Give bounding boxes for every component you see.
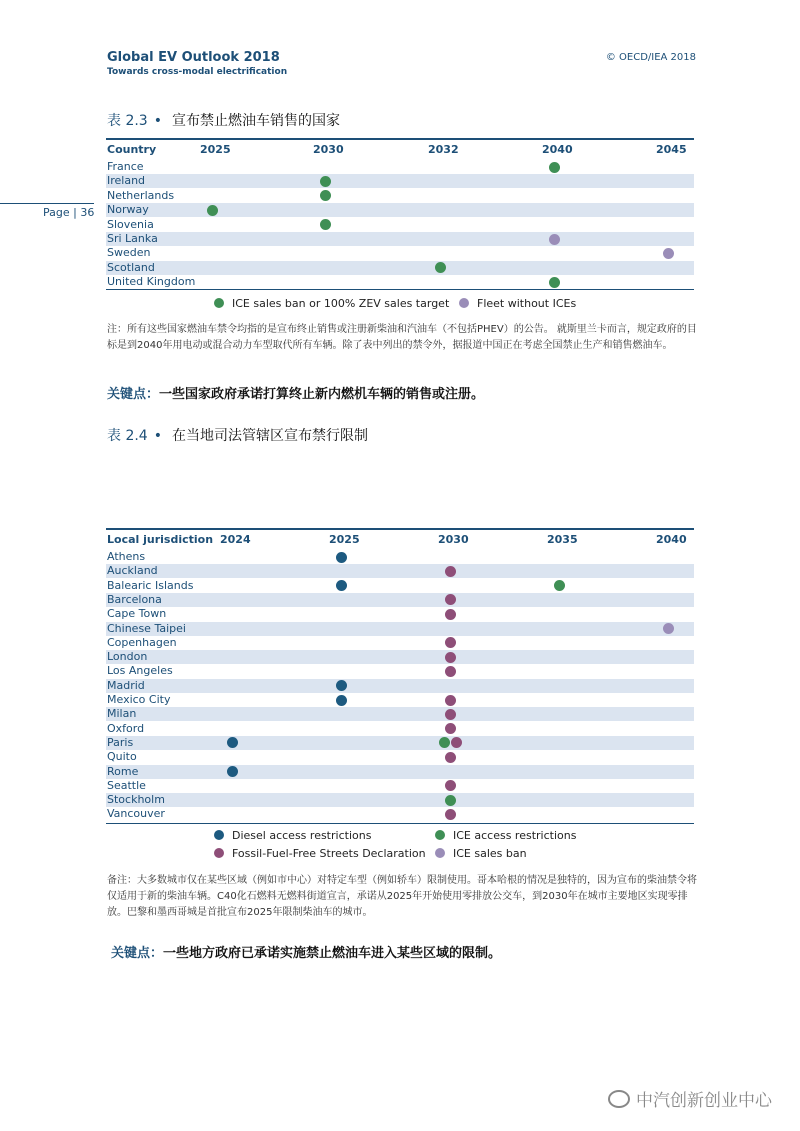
row-name: Milan <box>107 707 137 721</box>
table1-note: 注：所有这些国家燃油车禁令均指的是宣布终止销售或注册新柴油和汽油车（不包括PHEV）的公告。 就斯里兰卡而言，规定政府的目标是到2040年用电动或混合动力车型取代所有车辆。除了表中列出的禁令外，据报道中国正在考虑全国禁止生产和销售燃油车。 <box>107 324 697 351</box>
table2-title: 在当地司法管辖区宣布禁行限制 <box>171 428 368 444</box>
marker-diesel <box>227 766 238 777</box>
watermark-text: 中汽创新创业中心 <box>636 1091 772 1111</box>
marker-fleet_no_ice <box>663 248 674 259</box>
table-row <box>106 679 694 693</box>
table2-year-header: 2040 <box>656 533 687 546</box>
table-row <box>106 593 694 607</box>
table2-year-header: 2025 <box>329 533 360 546</box>
table1-key-point <box>107 383 484 402</box>
marker-ice_access <box>554 580 565 591</box>
legend-label: Fossil-Fuel-Free Streets Declaration <box>232 847 426 860</box>
table2-bullet: • <box>153 428 162 444</box>
table-row <box>106 736 694 750</box>
table1-year-header: 2045 <box>656 143 687 156</box>
row-name: Norway <box>107 203 149 217</box>
table-row <box>106 765 694 779</box>
legend-dot-lavender <box>459 298 469 308</box>
table-row <box>106 793 694 807</box>
table-row <box>106 650 694 664</box>
marker-ice_ban <box>207 205 218 216</box>
marker-ice_sales_ban <box>663 623 674 634</box>
row-name: Auckland <box>107 564 158 578</box>
table2-heading <box>107 425 368 445</box>
legend-label: ICE sales ban <box>453 847 527 860</box>
legend-label: ICE access restrictions <box>453 829 577 842</box>
table-row <box>106 246 694 260</box>
table1-bottom-rule <box>106 289 694 290</box>
table2-header-row <box>106 533 694 549</box>
table-row <box>106 664 694 678</box>
marker-ffs <box>445 609 456 620</box>
legend-ice-ban <box>214 297 449 310</box>
legend-fleet-no-ice <box>459 297 576 310</box>
marker-ffs <box>445 709 456 720</box>
table-row <box>106 218 694 232</box>
row-name: Madrid <box>107 678 145 692</box>
legend-label: Fleet without ICEs <box>477 297 577 310</box>
key-point-text: 一些国家政府承诺打算终止新内燃机车辆的销售或注册。 <box>159 387 485 402</box>
table1-year-header: 2030 <box>313 143 344 156</box>
table-row <box>106 564 694 578</box>
marker-ffs <box>445 752 456 763</box>
table1-label: 表 2.3 <box>107 113 148 129</box>
marker-diesel <box>336 552 347 563</box>
row-name: Cape Town <box>107 607 167 621</box>
table2-key-point <box>111 942 501 961</box>
table2-note: 备注：大多数城市仅在某些区域（例如市中心）对特定车型（例如轿车）限制使用。哥本哈根的情况是独特的，因为宣布的柴油禁令将仅适用于新的柴油车辆。C40化石燃料无燃料街道宣言，承诺从2025年开始使用零排放公交车，到2030年在城市主要地区实现零排放。巴黎和墨西哥城是首批宣布2025年限制柴油车的城市。 <box>107 875 697 918</box>
table-row <box>106 636 694 650</box>
marker-diesel <box>336 695 347 706</box>
row-name: Ireland <box>107 174 146 188</box>
legend-dot-plum <box>214 848 224 858</box>
row-name: Balearic Islands <box>107 578 194 592</box>
table-row <box>106 189 694 203</box>
legend-label: Diesel access restrictions <box>232 829 372 842</box>
row-name: Quito <box>107 750 137 764</box>
row-name: Netherlands <box>107 188 175 202</box>
table-row <box>106 203 694 217</box>
marker-diesel <box>336 680 347 691</box>
legend-ice-sales-ban <box>435 847 527 860</box>
row-name: Seattle <box>107 778 146 792</box>
row-name: Vancouver <box>107 807 165 821</box>
row-name: France <box>107 160 144 173</box>
marker-ice_ban <box>549 277 560 288</box>
table1-year-header: 2040 <box>542 143 573 156</box>
table-row <box>106 174 694 188</box>
legend-dot-green <box>435 830 445 840</box>
row-name: Scotland <box>107 260 155 274</box>
table1-heading <box>107 110 340 130</box>
table2-year-header: 2024 <box>220 533 251 546</box>
page-divider <box>0 203 94 204</box>
marker-ice_ban <box>435 262 446 273</box>
row-name: Barcelona <box>107 592 162 606</box>
page-number: Page | 36 <box>43 206 95 219</box>
marker-ice_ban <box>320 176 331 187</box>
table1-header-row <box>106 143 694 159</box>
table2-col-header: Local jurisdiction <box>107 533 214 546</box>
copyright: © OECD/IEA 2018 <box>605 52 696 63</box>
report-subtitle: Towards cross-modal electrification <box>107 67 288 77</box>
table-row <box>106 261 694 275</box>
report-title: Global EV Outlook 2018 <box>107 50 280 65</box>
marker-ffs <box>445 652 456 663</box>
marker-ffs <box>445 780 456 791</box>
table-row <box>106 707 694 721</box>
row-name: Los Angeles <box>107 664 173 678</box>
key-point-label: 关键点： <box>107 387 160 402</box>
row-name: Mexico City <box>107 693 171 706</box>
table-row <box>106 779 694 793</box>
marker-ffs <box>445 594 456 605</box>
table-row <box>106 579 694 593</box>
row-name: Sri Lanka <box>107 232 158 245</box>
table2-year-header: 2030 <box>438 533 469 546</box>
marker-ffs <box>445 723 456 734</box>
key-point-text: 一些地方政府已承诺实施禁止燃油车进入某些区域的限制。 <box>163 946 502 961</box>
marker-diesel <box>227 737 238 748</box>
marker-fleet_no_ice <box>549 234 560 245</box>
legend-ffs <box>214 847 426 860</box>
watermark <box>608 1086 772 1111</box>
marker-ice_access <box>439 737 450 748</box>
table1-title: 宣布禁止燃油车销售的国家 <box>171 113 340 129</box>
legend-ice-access <box>435 829 576 842</box>
table-row <box>106 693 694 707</box>
row-name: London <box>107 650 148 664</box>
table-row <box>106 160 694 174</box>
row-name: Rome <box>107 764 139 778</box>
row-name: Copenhagen <box>107 635 177 649</box>
key-point-label: 关键点： <box>111 946 164 961</box>
table-row <box>106 622 694 636</box>
row-name: Slovenia <box>107 217 154 231</box>
row-name: Chinese Taipei <box>107 621 186 635</box>
row-name: Paris <box>107 735 134 749</box>
table-row <box>106 275 694 289</box>
table2-label: 表 2.4 <box>107 428 148 444</box>
marker-ffs <box>445 637 456 648</box>
row-name: Sweden <box>107 246 151 260</box>
table-row <box>106 232 694 246</box>
marker-ffs <box>445 809 456 820</box>
marker-ice_ban <box>320 219 331 230</box>
table2-top-rule <box>106 528 694 530</box>
marker-diesel <box>336 580 347 591</box>
legend-diesel <box>214 829 371 842</box>
table1-year-header: 2032 <box>428 143 459 156</box>
table1-bullet: • <box>153 113 162 129</box>
table2-bottom-rule <box>106 823 694 824</box>
legend-dot-lavender <box>435 848 445 858</box>
legend-dot-green <box>214 298 224 308</box>
marker-ice_access <box>445 795 456 806</box>
table-row <box>106 750 694 764</box>
marker-ffs <box>445 666 456 677</box>
table2-year-header: 2035 <box>547 533 578 546</box>
table-row <box>106 550 694 564</box>
wechat-icon <box>608 1090 630 1108</box>
row-name: Stockholm <box>107 793 165 807</box>
marker-ffs <box>451 737 462 748</box>
table-row <box>106 722 694 736</box>
row-name: United Kingdom <box>107 275 196 289</box>
table1-col-header: Country <box>107 143 157 156</box>
legend-dot-blue <box>214 830 224 840</box>
legend-label: ICE sales ban or 100% ZEV sales target <box>232 297 450 310</box>
marker-ffs <box>445 566 456 577</box>
row-name: Athens <box>107 550 146 563</box>
marker-ice_ban <box>549 162 560 173</box>
marker-ffs <box>445 695 456 706</box>
table1-top-rule <box>106 138 694 140</box>
row-name: Oxford <box>107 721 145 735</box>
table-row <box>106 607 694 621</box>
table1-year-header: 2025 <box>200 143 231 156</box>
marker-ice_ban <box>320 190 331 201</box>
table-row <box>106 807 694 821</box>
